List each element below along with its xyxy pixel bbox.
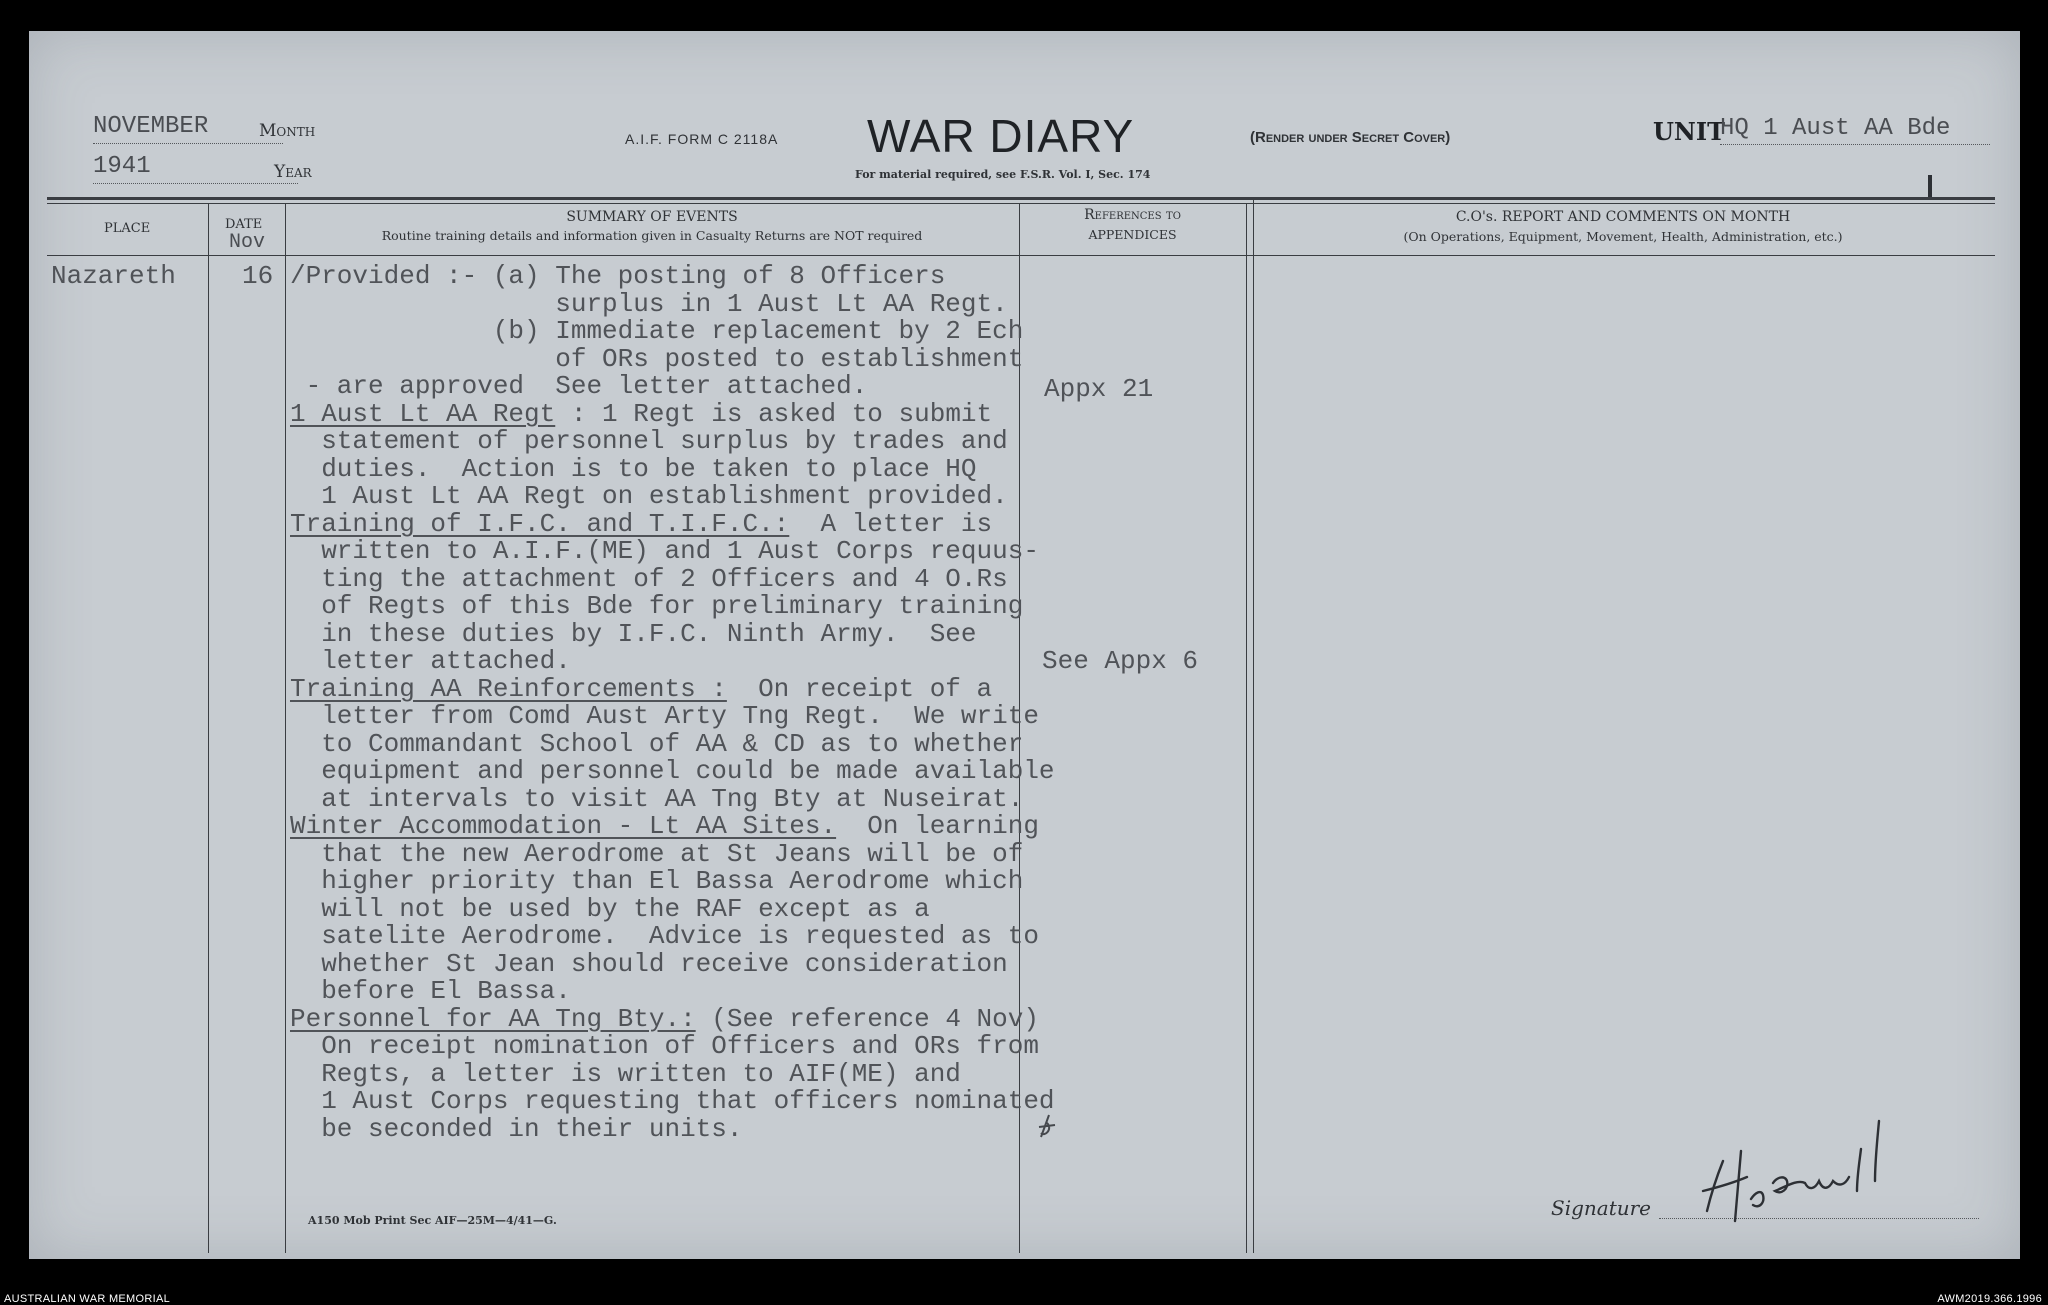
- co-header: C.O's. REPORT AND COMMENTS ON MONTH: [1455, 209, 1791, 225]
- year-value: 1941: [93, 153, 151, 180]
- summary-line: Regts, a letter is written to AIF(ME) and: [290, 1058, 961, 1089]
- page-title: WAR DIARY: [867, 110, 1135, 162]
- summary-line: at intervals to visit AA Tng Bty at Nuseirat.: [290, 783, 1024, 814]
- summary-heading: Training AA Reinforcements :: [290, 673, 727, 704]
- form-code: A.I.F. FORM C 2118A: [625, 131, 779, 147]
- year-dotted-line: [93, 183, 298, 184]
- signature-label: Signature: [1551, 1196, 1652, 1220]
- war-diary-sheet: [29, 31, 2020, 1259]
- signature-scrawl-icon: [1689, 1091, 1949, 1241]
- date-header: DATE: [225, 217, 263, 232]
- appendix-ref-21: Appx 21: [1044, 374, 1154, 404]
- summary-line: written to A.I.F.(ME) and 1 Aust Corps requus-: [290, 536, 1039, 566]
- summary-heading: Winter Accommodation - Lt AA Sites.: [290, 811, 837, 841]
- unit-dotted-line: [1720, 144, 1990, 145]
- refs-header: References to: [1084, 207, 1181, 223]
- entry-date: 16: [242, 261, 274, 291]
- summary-line: Personnel for AA Tng Bty.: (See reference 4 Nov): [290, 1003, 1039, 1034]
- summary-line: surplus in 1 Aust Lt AA Regt.: [290, 288, 1008, 319]
- summary-line: be seconded in their units.: [290, 1113, 743, 1144]
- fsr-note: For material required, see F.S.R. Vol. I, Sec. 174: [855, 168, 1151, 181]
- month-value: NOVEMBER: [93, 113, 209, 140]
- refs-subheader: APPENDICES: [1088, 227, 1177, 242]
- table-top-rule: [47, 197, 1995, 200]
- summary-line: Training of I.F.C. and T.I.F.C.: A letter is: [290, 508, 993, 539]
- summary-line: that the new Aerodrome at St Jeans will be of: [290, 838, 1024, 869]
- footer-left: AUSTRALIAN WAR MEMORIAL: [4, 1293, 171, 1305]
- summary-heading: 1 Aust Lt AA Regt: [290, 398, 556, 429]
- summary-line: in these duties by I.F.C. Ninth Army. See: [290, 618, 977, 649]
- summary-line: of Regts of this Bde for preliminary training: [290, 591, 1024, 621]
- table-top-rule-2: [47, 203, 1995, 204]
- place-header: PLACE: [104, 221, 151, 236]
- summary-heading: Personnel for AA Tng Bty.:: [290, 1003, 696, 1034]
- summary-header: SUMMARY OF EVENTS: [566, 209, 738, 225]
- summary-line: before El Bassa.: [290, 976, 571, 1006]
- pencil-tick-icon: [1922, 171, 1938, 201]
- margin-mark-icon: [1035, 1111, 1059, 1141]
- summary-line: satelite Aerodrome. Advice is requested as to: [290, 921, 1039, 951]
- summary-line: 1 Aust Lt AA Regt on establishment provided.: [290, 481, 1008, 511]
- summary-line: (b) Immediate replacement by 2 Ech: [290, 316, 1024, 346]
- summary-line: whether St Jean should receive consideration: [290, 948, 1008, 979]
- unit-value: HQ 1 Aust AA Bde: [1720, 115, 1951, 142]
- appendix-ref-6: See Appx 6: [1042, 646, 1199, 676]
- summary-line: 1 Aust Lt AA Regt : 1 Regt is asked to submit: [290, 398, 993, 429]
- summary-line: /Provided :- (a) The posting of 8 Officers: [290, 261, 946, 291]
- year-label: Year: [274, 162, 312, 182]
- summary-line: statement of personnel surplus by trades and: [290, 426, 1008, 456]
- summary-heading: Training of I.F.C. and T.I.F.C.:: [290, 508, 790, 539]
- summary-line: of ORs posted to establishment: [290, 343, 1024, 374]
- summary-line: higher priority than El Bassa Aerodrome which: [290, 866, 1024, 896]
- unit-label: UNIT: [1653, 117, 1725, 146]
- month-label: Month: [259, 121, 316, 141]
- summary-subheader: Routine training details and information given in Casualty Returns are NOT required: [381, 228, 923, 243]
- summary-line: On receipt nomination of Officers and ORs from: [290, 1031, 1039, 1061]
- refs-co-divider-2: [1253, 197, 1254, 1253]
- summary-of-events: [290, 261, 1055, 1144]
- summary-line: Winter Accommodation - Lt AA Sites. On learning: [290, 811, 1039, 841]
- place-date-divider: [208, 203, 209, 1253]
- month-dotted-line: [93, 143, 283, 144]
- summary-line: duties. Action is to be taken to place HQ: [290, 453, 977, 484]
- refs-co-divider-1: [1246, 203, 1247, 1253]
- co-subheader: (On Operations, Equipment, Movement, Health, Administration, etc.): [1403, 229, 1843, 244]
- print-note: A150 Mob Print Sec AIF—25M—4/41—G.: [308, 1214, 557, 1227]
- date-month: Nov: [229, 231, 266, 254]
- header-bottom-rule: [47, 255, 1995, 256]
- summary-line: letter attached.: [290, 646, 571, 676]
- footer-right: AWM2019.366.1996: [1937, 1293, 2042, 1305]
- summary-line: ting the attachment of 2 Officers and 4 O.Rs: [290, 563, 1008, 594]
- secret-note: (Render under Secret Cover): [1250, 129, 1451, 146]
- summary-line: equipment and personnel could be made available: [290, 756, 1055, 786]
- date-summary-divider: [285, 203, 286, 1253]
- summary-line: to Commandant School of AA & CD as to whether: [290, 728, 1024, 759]
- summary-line: 1 Aust Corps requesting that officers nominated: [290, 1086, 1055, 1116]
- summary-line: will not be used by the RAF except as a: [290, 893, 930, 924]
- summary-line: - are approved See letter attached.: [290, 371, 868, 401]
- entry-place: Nazareth: [51, 261, 176, 291]
- summary-line: letter from Comd Aust Arty Tng Regt. We write: [290, 701, 1039, 731]
- summary-line: Training AA Reinforcements : On receipt of a: [290, 673, 993, 704]
